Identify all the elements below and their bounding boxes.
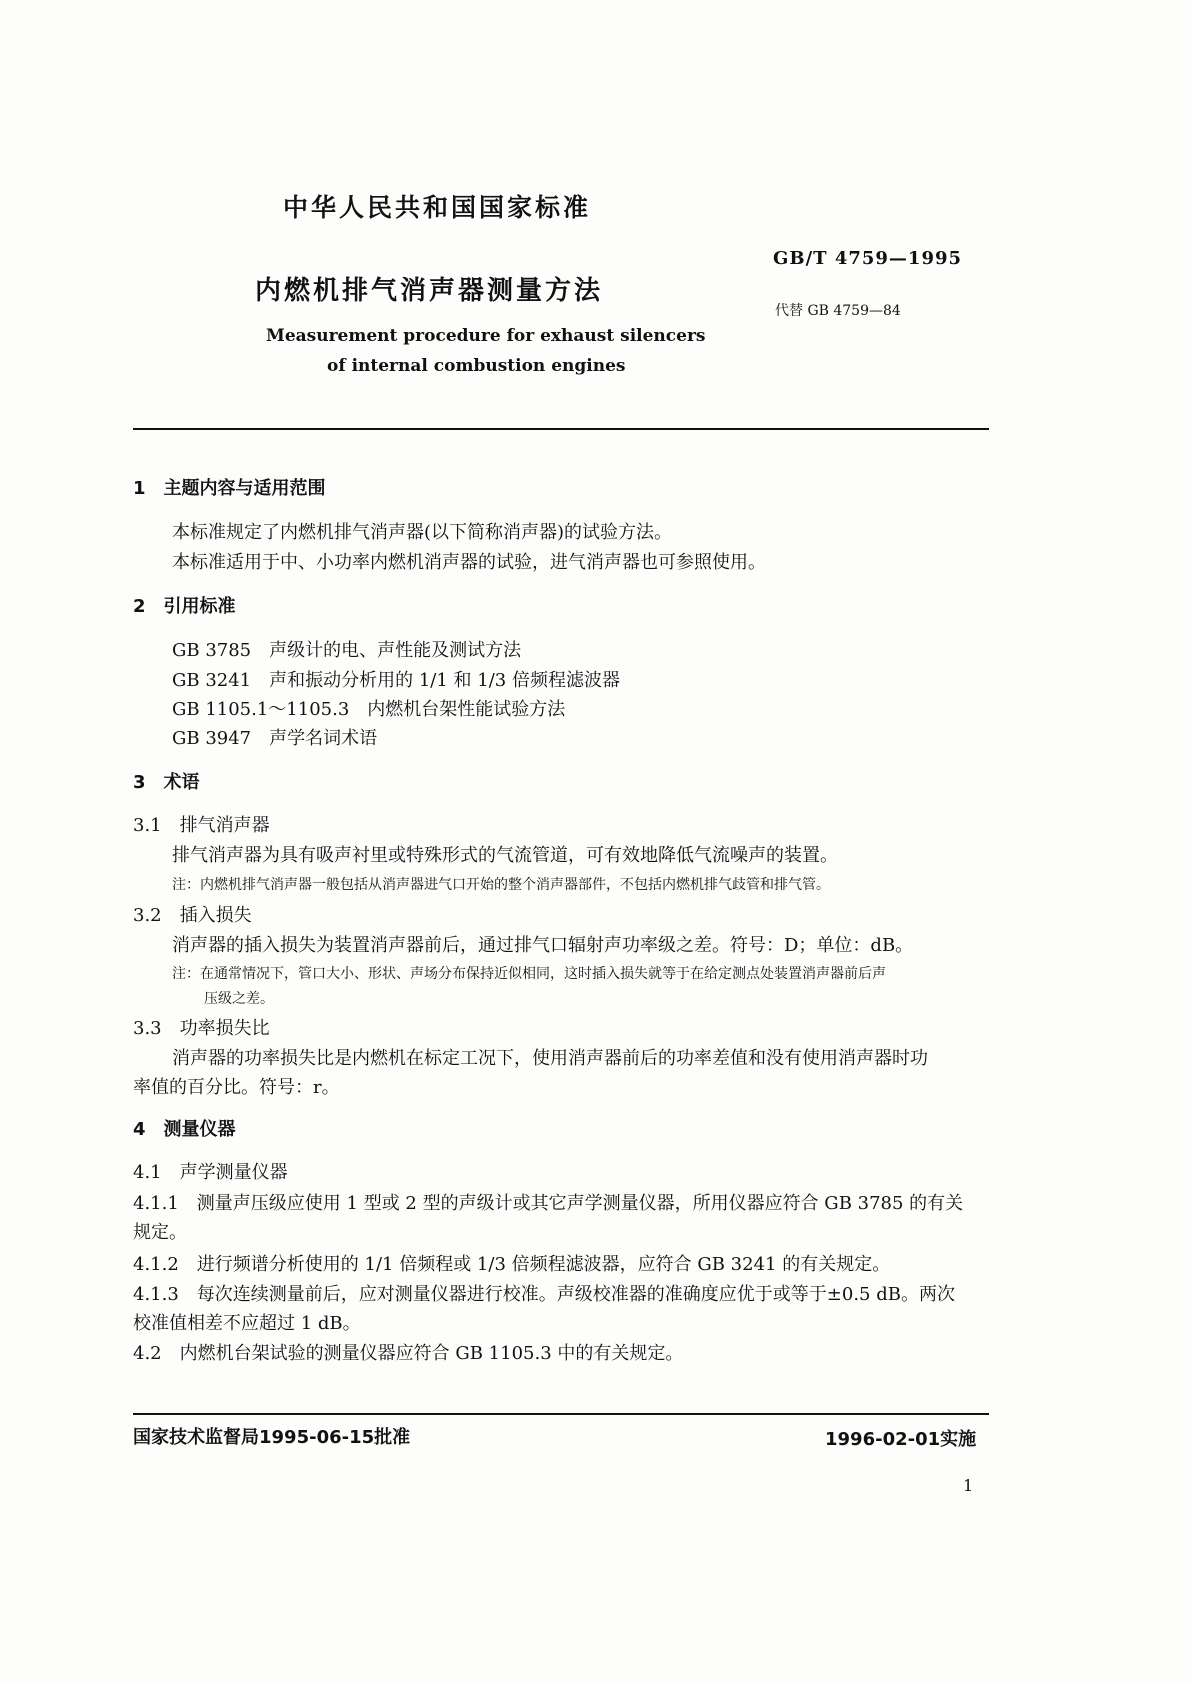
reference-item: GB 3785 声级计的电、声性能及测试方法 [172, 640, 522, 661]
english-title-line2: of internal combustion engines [327, 356, 626, 376]
section-3-heading: 3 术语 [133, 772, 200, 793]
reference-item: GB 1105.1～1105.3 内燃机台架性能试验方法 [172, 699, 566, 720]
page-number: 1 [963, 1476, 974, 1495]
header-rule [133, 428, 989, 430]
section-3-1-heading: 3.1 排气消声器 [133, 815, 270, 836]
section-4-1-1-line2: 规定。 [133, 1222, 187, 1243]
section-3-2-heading: 3.2 插入损失 [133, 905, 252, 926]
document-title: 内燃机排气消声器测量方法 [255, 276, 604, 306]
section-4-1-3-line1: 4.1.3 每次连续测量前后，应对测量仪器进行校准。声级校准器的准确度应优于或等于±0.5 dB。两次 [133, 1284, 955, 1305]
national-standard-heading: 中华人民共和国国家标准 [283, 193, 592, 222]
section-3-2-note-line2: 压级之差。 [204, 991, 274, 1007]
section-3-2-note-line1: 注：在通常情况下，管口大小、形状、声场分布保持近似相同，这时插入损失就等于在给定测点处装置消声器前后声 [172, 966, 886, 982]
replaces-standard: 代替 GB 4759—84 [775, 303, 901, 319]
effective-date: 1996-02-01实施 [825, 1429, 977, 1450]
section-1-paragraph-1: 本标准规定了内燃机排气消声器(以下简称消声器)的试验方法。 [172, 522, 673, 543]
section-3-3-heading: 3.3 功率损失比 [133, 1018, 270, 1039]
english-title-line1: Measurement procedure for exhaust silencers [266, 326, 706, 346]
section-4-2: 4.2 内燃机台架试验的测量仪器应符合 GB 1105.3 中的有关规定。 [133, 1343, 684, 1364]
standard-number: GB/T 4759—1995 [773, 248, 963, 269]
section-4-1-heading: 4.1 声学测量仪器 [133, 1162, 288, 1183]
reference-item: GB 3241 声和振动分析用的 1/1 和 1/3 倍频程滤波器 [172, 670, 620, 691]
section-3-1-note: 注：内燃机排气消声器一般包括从消声器进气口开始的整个消声器部件，不包括内燃机排气歧管和排气管。 [172, 877, 830, 893]
approval-statement: 国家技术监督局1995-06-15批准 [133, 1427, 411, 1448]
section-2-heading: 2 引用标准 [133, 596, 236, 617]
section-1-heading: 1 主题内容与适用范围 [133, 478, 326, 499]
section-3-2-body: 消声器的插入损失为装置消声器前后，通过排气口辐射声功率级之差。符号：D；单位：dB。 [172, 935, 914, 956]
section-3-3-body-line2: 率值的百分比。符号：r。 [133, 1077, 340, 1098]
section-3-3-body-line1: 消声器的功率损失比是内燃机在标定工况下，使用消声器前后的功率差值和没有使用消声器时功 [172, 1048, 928, 1069]
section-1-paragraph-2: 本标准适用于中、小功率内燃机消声器的试验，进气消声器也可参照使用。 [172, 552, 766, 573]
section-4-1-3-line2: 校准值相差不应超过 1 dB。 [133, 1313, 361, 1334]
footer-rule [133, 1413, 989, 1415]
section-4-heading: 4 测量仪器 [133, 1119, 236, 1140]
section-4-1-1-line1: 4.1.1 测量声压级应使用 1 型或 2 型的声级计或其它声学测量仪器，所用仪器应符合 GB 3785 的有关 [133, 1193, 964, 1214]
section-3-1-body: 排气消声器为具有吸声衬里或特殊形式的气流管道，可有效地降低气流噪声的装置。 [172, 845, 838, 866]
section-4-1-2: 4.1.2 进行频谱分析使用的 1/1 倍频程或 1/3 倍频程滤波器，应符合 GB 3241 的有关规定。 [133, 1254, 891, 1275]
reference-item: GB 3947 声学名词术语 [172, 728, 378, 749]
